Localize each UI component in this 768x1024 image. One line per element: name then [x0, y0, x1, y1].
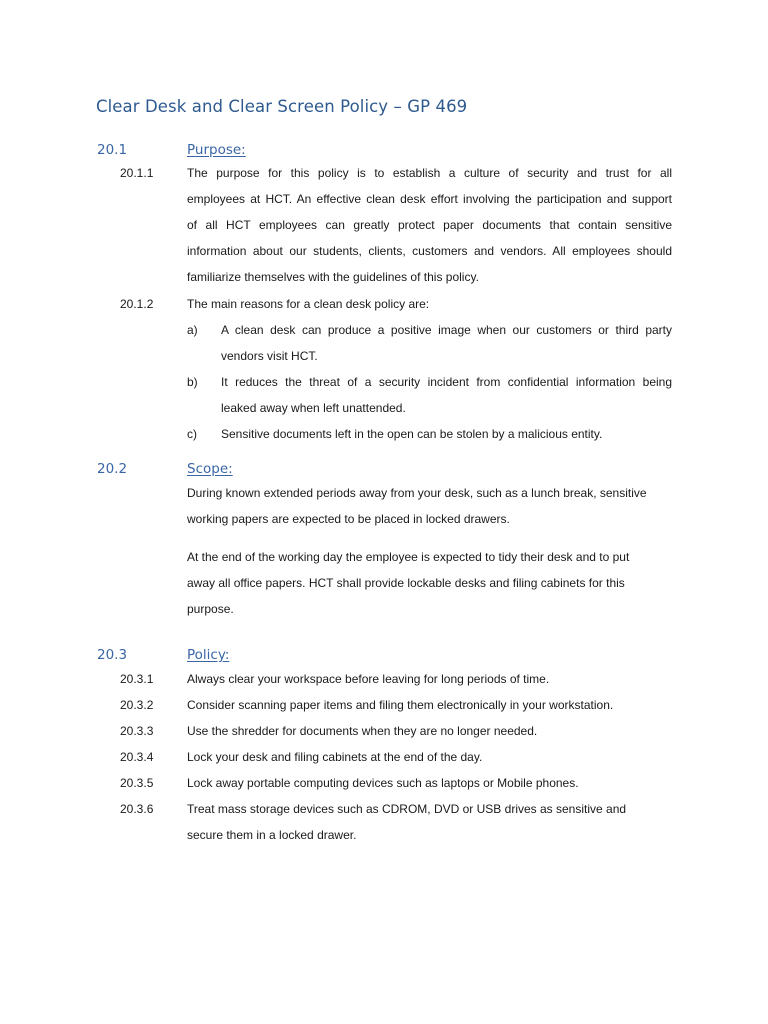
item-text: [187, 796, 647, 848]
paragraph-line: Use the shredder for documents when they are no longer needed.: [187, 724, 538, 738]
subitem-text: [221, 317, 672, 369]
paragraph-line: Consider scanning paper items and filing them electronically in your workstation.: [187, 698, 614, 712]
section-number: 20.3: [97, 647, 128, 663]
item-text: [187, 718, 672, 744]
item-number: 20.1.2: [120, 297, 154, 311]
document-title: Clear Desk and Clear Screen Policy – GP 469: [96, 97, 468, 116]
item-text: [187, 291, 672, 317]
section-number: 20.2: [97, 461, 128, 477]
paragraph-line: During known extended periods away from your desk, such as a lunch break, sensitive: [187, 486, 647, 500]
paragraph-line: leaked away when left unattended.: [221, 401, 406, 415]
paragraph-line: vendors visit HCT.: [221, 349, 318, 363]
item-text: [187, 666, 672, 692]
item-number: 20.3.3: [120, 724, 154, 738]
paragraph-line: Lock away portable computing devices such as laptops or Mobile phones.: [187, 776, 579, 790]
subitem-letter: b): [187, 375, 198, 389]
section-heading-purpose: Purpose:: [187, 142, 246, 158]
paragraph-line: working papers are expected to be placed in locked drawers.: [187, 512, 510, 526]
paragraph-line: employees at HCT. An effective clean desk effort involving the participation and support: [187, 192, 672, 206]
paragraph-line: It reduces the threat of a security incident from confidential information being: [221, 375, 672, 389]
subitem-letter: c): [187, 427, 197, 441]
paragraph-line: A clean desk can produce a positive image when our customers or third party: [221, 323, 672, 337]
item-number: 20.3.4: [120, 750, 154, 764]
section-heading-scope: Scope:: [187, 461, 233, 477]
item-paragraph: [187, 160, 672, 290]
subitem-text: [221, 369, 672, 421]
paragraph-line: At the end of the working day the employee is expected to tidy their desk and to put: [187, 550, 630, 564]
paragraph-line: Always clear your workspace before leaving for long periods of time.: [187, 672, 550, 686]
subitem-text: [221, 421, 672, 447]
paragraph-line: The main reasons for a clean desk policy are:: [187, 297, 430, 311]
paragraph-line: familiarize themselves with the guidelines of this policy.: [187, 270, 479, 284]
section-number: 20.1: [97, 142, 128, 158]
item-number: 20.1.1: [120, 166, 154, 180]
item-number: 20.3.1: [120, 672, 154, 686]
paragraph-line: away all office papers. HCT shall provide lockable desks and filing cabinets for this: [187, 576, 625, 590]
section-heading-policy: Policy:: [187, 647, 230, 663]
paragraph-line: information about our students, clients, customers and vendors. All employees should: [187, 244, 672, 258]
paragraph-line: of all HCT employees can greatly protect paper documents that contain sensitive: [187, 218, 672, 232]
paragraph-line: Lock your desk and filing cabinets at the end of the day.: [187, 750, 483, 764]
item-text: [187, 692, 672, 718]
paragraph-line: secure them in a locked drawer.: [187, 828, 357, 842]
paragraph-line: purpose.: [187, 602, 234, 616]
scope-paragraph: [187, 544, 672, 622]
paragraph-line: Treat mass storage devices such as CDROM, DVD or USB drives as sensitive and: [187, 802, 627, 816]
item-text: [187, 770, 672, 796]
paragraph-line: The purpose for this policy is to establish a culture of security and trust for all: [187, 166, 672, 180]
item-text: [187, 744, 672, 770]
item-number: 20.3.2: [120, 698, 154, 712]
item-number: 20.3.6: [120, 802, 154, 816]
subitem-letter: a): [187, 323, 198, 337]
paragraph-line: Sensitive documents left in the open can be stolen by a malicious entity.: [221, 427, 603, 441]
scope-paragraph: [187, 480, 672, 532]
item-number: 20.3.5: [120, 776, 154, 790]
